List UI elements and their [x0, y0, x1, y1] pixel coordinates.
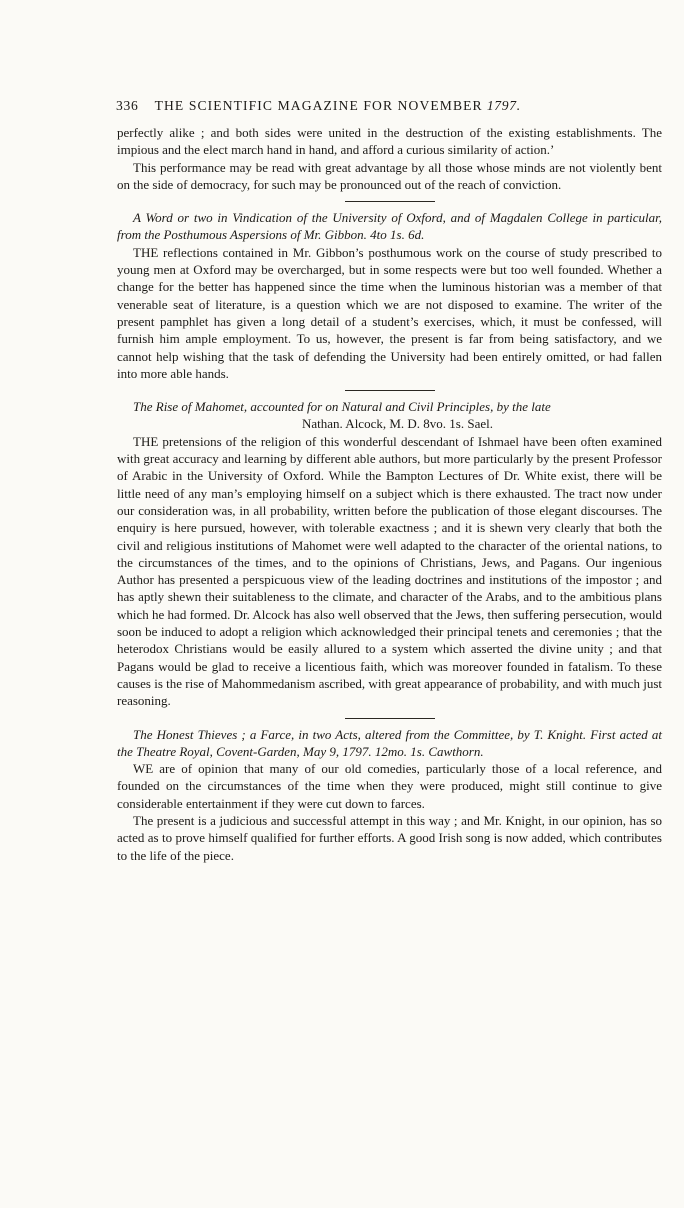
review-body-honest-thieves-2: The present is a judicious and successful attempt in this way ; and Mr. Knight, in our opinion, has so acted as to prove himself qualified for further efforts. A good Irish song is now added, which contributes to the life of the piece. — [117, 812, 662, 863]
paragraph: This performance may be read with great advantage by all those whose minds are not violently bent on the side of democracy, for such may be pronounced out of the reach of conviction. — [117, 159, 662, 192]
page-number: 336 — [116, 98, 139, 113]
review-title-honest-thieves: The Honest Thieves ; a Farce, in two Acts, altered from the Committee, by T. Knight. First acted at the Theatre Royal, Covent-Garden, May 9, 1797. 12mo. 1s. Cawthorn. — [117, 726, 662, 759]
continued-paragraph: perfectly alike ; and both sides were united in the destruction of the existing establishments. The impious and the elect march hand in hand, and afford a curious similarity of action.’ — [117, 125, 662, 158]
review-body-oxford: THE reflections contained in Mr. Gibbon’s posthumous work on the course of study prescribed to young men at Oxford may be overcharged, but in some respects were but too well founded. Whether a change for the better has happened since the time when the luminous historian was a member of that venerable seat of literature, is a question which we are not disposed to examine. The writer of the present pamphlet has given a long detail of a student’s exercises, which, it must be confessed, will furnish him ample employment. To us, however, the present is far from being satisfactory, and we cannot help wishing that the task of defending the University had been entirely omitted, or had fallen into more able hands. — [117, 244, 662, 381]
review-body-honest-thieves: WE are of opinion that many of our old comedies, particularly those of a local reference, and founded on the circumstances of the time when they were produced, might still continue to give considerable entertainment if they were cut down to farces. — [117, 761, 662, 811]
header-year: 1797. — [486, 98, 521, 113]
review-title-mahomet-line1: The Rise of Mahomet, accounted for on Natural and Civil Principles, by the late — [133, 399, 551, 415]
review-title-mahomet-line2: Nathan. Alcock, M. D. 8vo. 1s. Sael. — [301, 416, 493, 432]
review-title-mahomet — [117, 398, 662, 433]
text-column — [117, 124, 662, 864]
section-divider — [345, 390, 435, 391]
review-title-oxford: A Word or two in Vindication of the University of Oxford, and of Magdalen College in particular, from the Posthumous Aspersions of Mr. Gibbon. 4to 1s. 6d. — [117, 210, 662, 243]
section-divider — [345, 718, 435, 719]
running-head — [116, 98, 521, 114]
section-divider — [345, 201, 435, 202]
magazine-title: THE SCIENTIFIC MAGAZINE FOR NOVEMBER — [154, 98, 483, 113]
review-body-mahomet: THE pretensions of the religion of this wonderful descendant of Ishmael have been often examined with great accuracy and learning by different able authors, but more particularly by the present Professor of Arabic in the University of Oxford. While the Bampton Lectures of Dr. White exist, there will be little need of any man’s employing himself on a subject which is there exhausted. The tract now under our consideration was, in all probability, written before the publication of those elegant discourses. The enquiry is here pursued, however, with tolerable exactness ; and it is shewn very clearly that both the civil and religious institutions of Mahomet were well adapted to the character of the oriental nations, to the circumstances of the times, and to the opinions of Christians, Jews, and Pagans. Our ingenious Author has presented a perspicuous view of the leading doctrines and institutions of the impostor ; and has aptly shewn their suitableness to the climate, and character of the Arabs, and to the ambitious plans which he had formed. Dr. Alcock has also well observed that the Jews, then suffering persecution, would soon be induced to adopt a religion which acknowledged their principal tenets and ceremonies ; that the heterodox Christians would be easily allured to a system which asserted the divine unity ; and that Pagans would be glad to receive a licentious faith, which was moreover founded in fatalism. To these causes is the rise of Mahommedanism ascribed, with great appearance of probability, and with much just reasoning. — [117, 433, 662, 709]
